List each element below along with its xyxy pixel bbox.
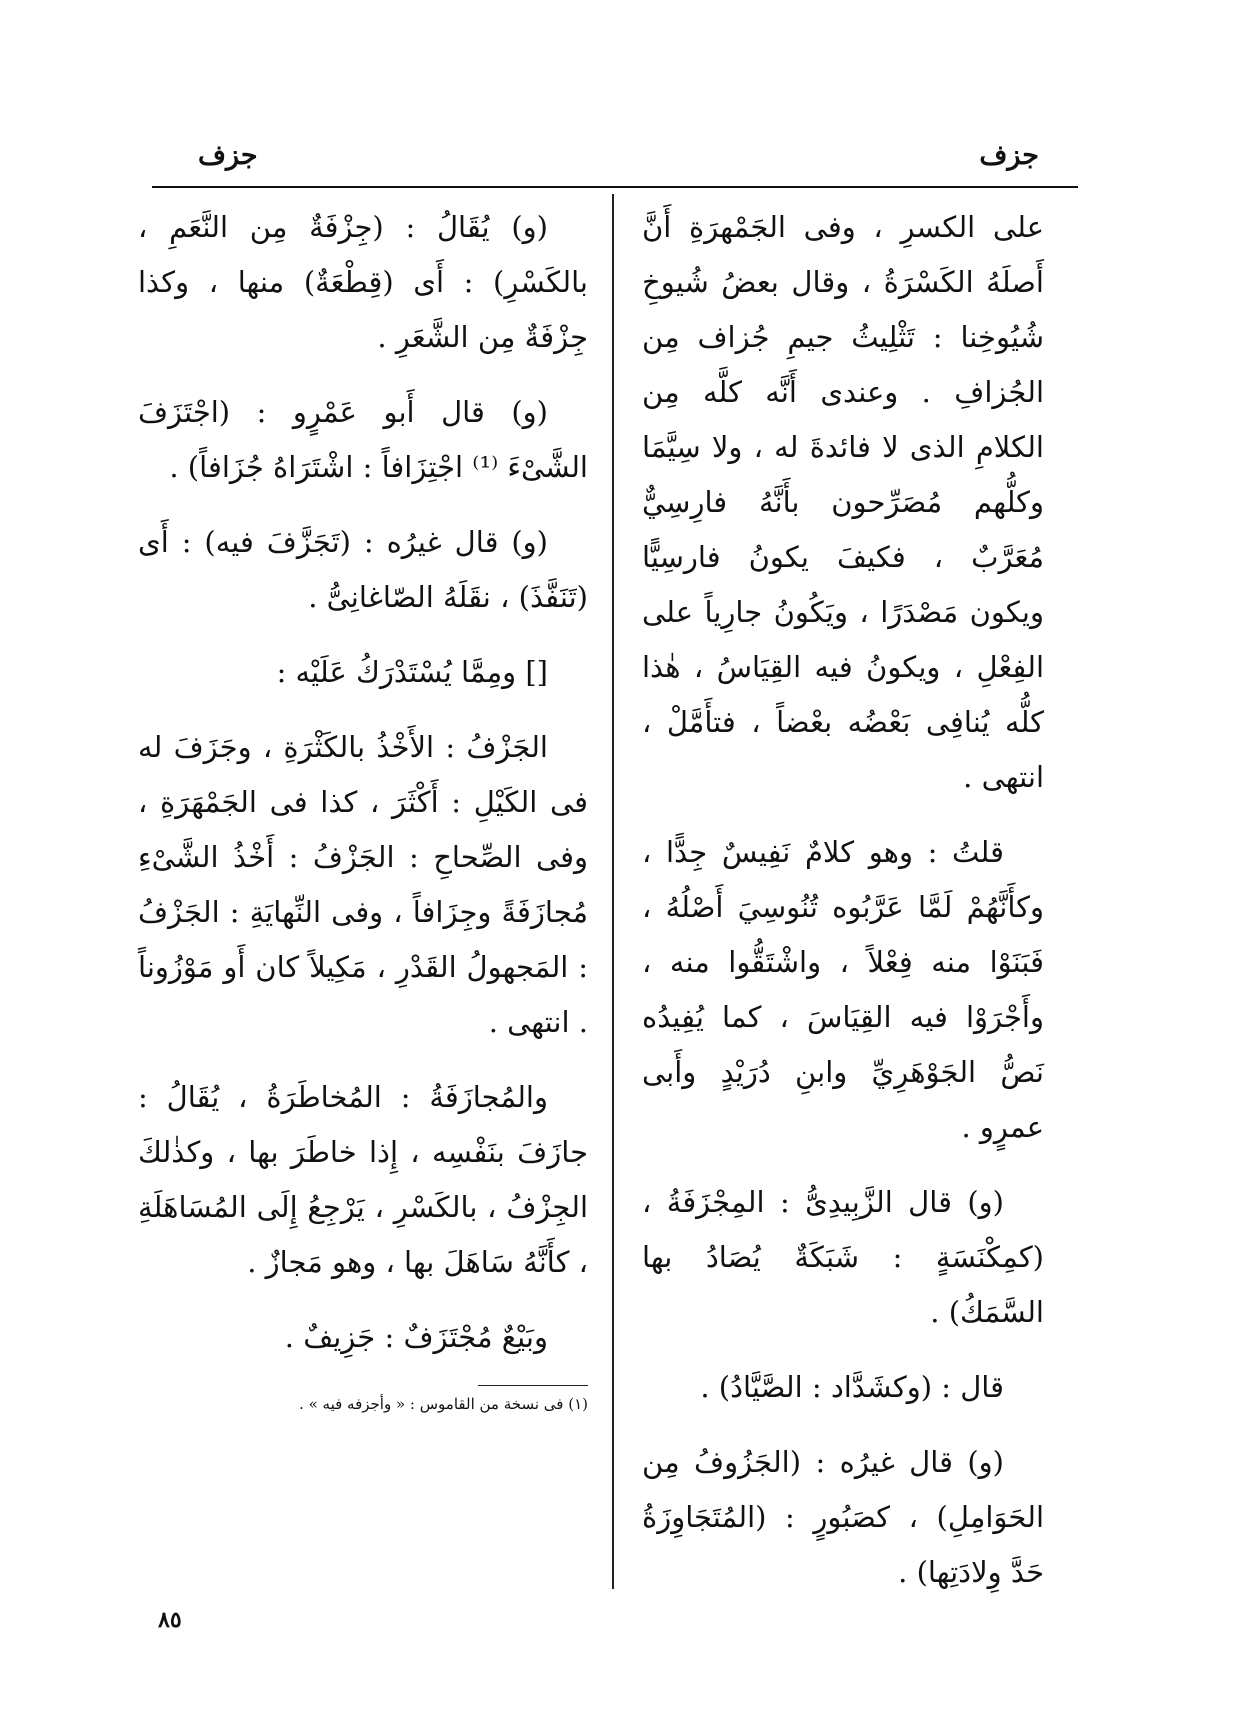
- left-column: [138, 200, 588, 1416]
- page-number: ٨٥: [158, 1607, 182, 1633]
- paragraph: الجَزْفُ : الأَخْذُ بالكَثْرَةِ ، وجَزَفَ له فى الكَيْلِ : أَكْثَرَ ، كذا فى الجَمْهَرَةِ ، وفى الصِّحاحِ : الجَزْفُ : أَخْذُ الشَّىْءِ مُجازَفَةً وجِزَافاً ، وفى النِّهايَةِ : الجَزْفُ : المَجهولُ القَدْرِ ، مَكِيلاً كان أَو مَوْزُوناً . انتهى .: [138, 730, 588, 1039]
- header-rule: [152, 186, 1078, 188]
- paragraph: على الكسرِ ، وفى الجَمْهرَةِ أَنَّ أَصلَهُ الكَسْرَةُ ، وقال بعضُ شُيوخِ شُيُوخِنا : تَثْلِيثُ جيمِ جُزاف مِن الجُزافِ . وعندى أَنَّه كلَّه مِن الكلامِ الذى لا فائدةَ له ، ولا سِيَّمَا وكلُّهم مُصَرِّحون بأَنَّهُ فارِسِيٌّ مُعَرَّبٌ ، فكيفَ يكونُ فارسِيًّا ويكون مَصْدَرًا ، ويَكُونُ جارِياً على الفِعْلِ ، ويكونُ فيه القِيَاسُ ، هٰذا كلُّه يُنافِى بَعْضُه بعْضاً ، فتأَمَّلْ ، انتهى .: [642, 210, 1044, 794]
- paragraph: والمُجازَفَةُ : المُخاطَرَةُ ، يُقَالُ : جازَفَ بنَفْسِه ، إِذا خاطَرَ بها ، وكذٰلكَ الجِزْفُ ، بالكَسْرِ ، يَرْجِعُ إِلَى المُسَاهَلَةِ ، كأَنَّهُ سَاهَلَ بها ، وهو مَجازٌ .: [138, 1080, 588, 1279]
- paragraph: (و) يُقَالُ : (جِزْفَةٌ مِن النَّعَمِ ، بالكَسْرِ) : أَى (قِطْعَةٌ) منها ، وكذا جِزْفَةٌ مِن الشَّعَرِ .: [138, 210, 588, 354]
- paragraph: (و) قال الزَّبِيدِىُّ : المِجْزَفَةُ ، (كمِكْنَسَةٍ : شَبَكَةٌ يُصَادُ بها السَّمَكُ) .: [642, 1185, 1044, 1329]
- paragraph: وبَيْعٌ مُجْتَزَفٌ : جَزِيفٌ .: [284, 1320, 548, 1354]
- paragraph: قال : (وكشَدَّاد : الصَّيَّادُ) .: [700, 1370, 1004, 1404]
- paragraph: (و) قال أَبو عَمْرٍو : (اجْتَزَفَ الشَّىْءَ ⁽¹⁾ اجْتِزَافاً : اشْتَرَاهُ جُزَافاً) .: [138, 395, 588, 484]
- running-header-left: جزف: [198, 140, 258, 171]
- footnote: (١) فى نسخة من القاموس : « وأجزفه فيه » .: [299, 1395, 588, 1413]
- column-divider: [612, 194, 614, 1589]
- right-column: [642, 200, 1044, 1620]
- paragraph: (و) قال غيرُه : (الجَزُوفُ مِن الحَوَامِلِ) ، كصَبُورٍ : (المُتَجَاوِزَةُ حَدَّ وِلادَتِها) .: [642, 1445, 1044, 1589]
- paragraph: [] ومِمَّا يُسْتَدْرَكُ عَلَيْه :: [276, 655, 548, 689]
- running-header-right: جزف: [979, 140, 1039, 171]
- footnote-rule: [478, 1385, 588, 1386]
- paragraph: قلتُ : وهو كلامٌ نَفِيسٌ جِدًّا ، وكأَنَّهُمْ لَمَّا عَرَّبُوه تُنُوسِيَ أَصْلُهُ ، فَبَنَوْا منه فِعْلاً ، واشْتَقُّوا منه ، وأَجْرَوْا فيه القِيَاسَ ، كما يُفِيدُه نَصُّ الجَوْهَرِيِّ وابنِ دُرَيْدٍ وأَبى عمرٍو .: [642, 835, 1044, 1144]
- paragraph: (و) قال غيرُه : (تَجَزَّفَ فيه) : أَى (تَنَفَّذَ) ، نقَلَهُ الصّاغانِىُّ .: [138, 525, 588, 614]
